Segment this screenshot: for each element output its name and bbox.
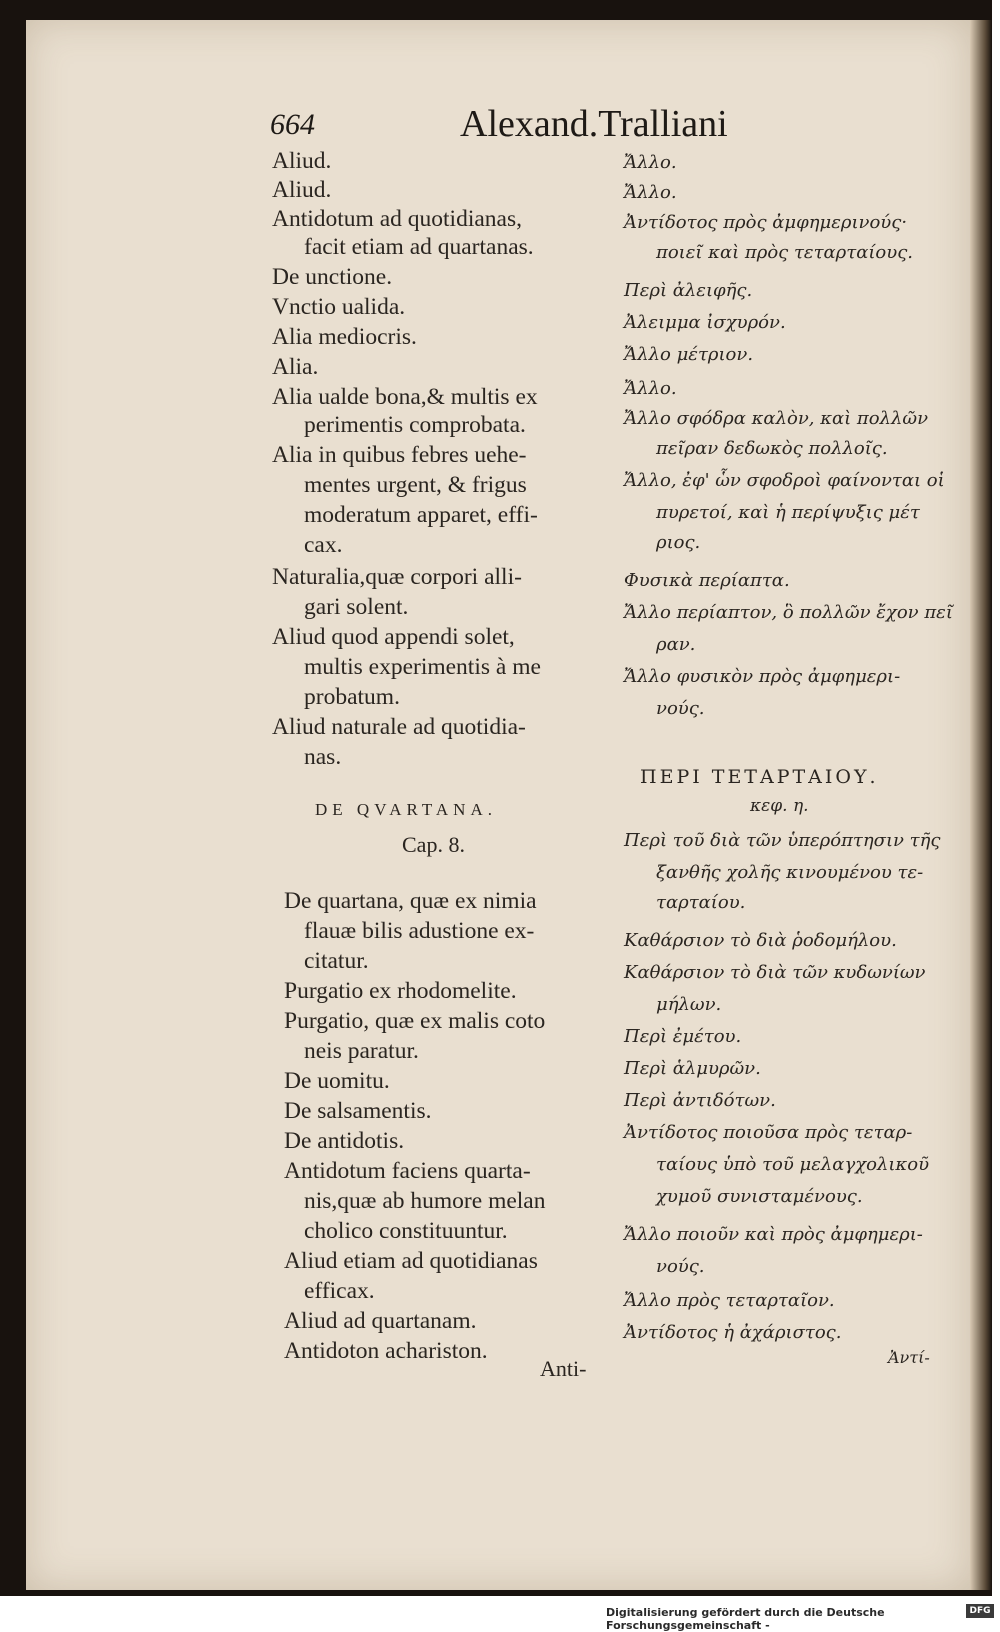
latin-line: cax. <box>304 532 343 558</box>
greek-chapter-number: κεφ. η. <box>750 796 809 816</box>
latin-line: cholico constituuntur. <box>304 1218 508 1244</box>
latin-line: probatum. <box>304 684 400 710</box>
latin-line: Alia mediocris. <box>272 324 417 350</box>
greek-line: Περὶ ἁλμυρῶν. <box>624 1058 761 1079</box>
latin-line: Aliud. <box>272 177 332 203</box>
latin-line: multis experimentis à me <box>304 654 541 680</box>
greek-line: Ἀλειμμα ἰσχυρόν. <box>624 312 786 333</box>
greek-line: Περὶ ἀλειφῆς. <box>624 280 753 301</box>
latin-line: De salsamentis. <box>284 1098 432 1124</box>
running-title: Alexand.Tralliani <box>460 103 728 145</box>
greek-line: νούς. <box>656 698 705 719</box>
digitization-credit: Digitalisierung gefördert durch die Deutsche Forschungsgemeinschaft - <box>606 1606 885 1632</box>
greek-line: Ἄλλο. <box>624 152 677 173</box>
latin-chapter-heading: DE QVARTANA. <box>315 800 497 819</box>
dfg-logo: DFG <box>966 1604 994 1618</box>
greek-line: Περὶ ἀντιδότων. <box>624 1090 776 1111</box>
latin-line: citatur. <box>304 948 369 974</box>
greek-line: Περὶ τοῦ διὰ τῶν ὑπερόπτησιν τῆς <box>624 830 941 851</box>
latin-line: Naturalia,quæ corpori alli- <box>272 564 522 590</box>
latin-line: Aliud ad quartanam. <box>284 1308 477 1334</box>
greek-line: ταρταίου. <box>656 892 746 913</box>
latin-line: De antidotis. <box>284 1128 405 1154</box>
latin-chapter-number: Cap. 8. <box>402 832 465 857</box>
latin-line: perimentis comprobata. <box>304 412 526 438</box>
latin-line: De uomitu. <box>284 1068 390 1094</box>
latin-line: gari solent. <box>304 594 409 620</box>
greek-line: Φυσικὰ περίαπτα. <box>624 570 790 591</box>
greek-line: Ἄλλο ποιοῦν καὶ πρὸς ἀμφημερι- <box>624 1224 923 1245</box>
page-number: 664 <box>270 108 315 141</box>
latin-line: Alia ualde bona,& multis ex <box>272 384 538 410</box>
greek-line: πεῖραν δεδωκὸς πολλοῖς. <box>656 438 888 459</box>
latin-line: flauæ bilis adustione ex- <box>304 918 535 944</box>
latin-line: Purgatio ex rhodomelite. <box>284 978 517 1004</box>
latin-line: Alia in quibus febres uehe- <box>272 442 527 468</box>
latin-line: De unctione. <box>272 264 393 290</box>
latin-line: Antidoton achariston. <box>284 1338 488 1364</box>
greek-line: Ἄλλο φυσικὸν πρὸς ἀμφημερι- <box>624 666 901 687</box>
greek-line: πυρετοί, καὶ ἡ περίψυξις μέτ <box>656 502 920 523</box>
greek-chapter-heading: ΠΕΡΙ ΤΕΤΑΡΤΑΙΟΥ. <box>640 766 879 788</box>
latin-line: Aliud quod appendi solet, <box>272 624 515 650</box>
latin-line: Purgatio, quæ ex malis coto <box>284 1008 546 1034</box>
greek-line: Ἄλλο περίαπτον, ὃ πολλῶν ἔχον πεῖ <box>624 602 953 623</box>
greek-line: χυμοῦ συνισταμένους. <box>656 1186 863 1207</box>
greek-line: Ἄλλο, ἐφ' ὧν σφοδροὶ φαίνονται οἱ <box>624 470 945 491</box>
latin-line: Antidotum ad quotidianas, <box>272 206 522 232</box>
greek-line: Ἄλλο μέτριον. <box>624 344 754 365</box>
latin-line: Aliud naturale ad quotidia- <box>272 714 526 740</box>
latin-catchword: Anti- <box>540 1356 587 1381</box>
page-edge <box>970 20 992 1590</box>
greek-line: Ἄλλο σφόδρα καλὸν, καὶ πολλῶν <box>624 408 929 429</box>
greek-line: Ἀντίδοτος ἡ ἀχάριστος. <box>624 1322 842 1343</box>
latin-line: Alia. <box>272 354 319 380</box>
greek-line: ξανθῆς χολῆς κινουμένου τε- <box>656 862 924 883</box>
greek-line: μήλων. <box>656 994 722 1015</box>
latin-line: efficax. <box>304 1278 375 1304</box>
greek-line: ταίους ὑπὸ τοῦ μελαγχολικοῦ <box>656 1154 930 1175</box>
greek-line: ραν. <box>656 634 696 655</box>
greek-line: νούς. <box>656 1256 705 1277</box>
greek-line: Ἀντίδοτος ποιοῦσα πρὸς τεταρ- <box>624 1122 913 1143</box>
latin-line: Antidotum faciens quarta- <box>284 1158 531 1184</box>
greek-line: Ἄλλο. <box>624 378 677 399</box>
latin-line: Aliud etiam ad quotidianas <box>284 1248 538 1274</box>
greek-line: Καθάρσιον τὸ διὰ ῥοδομήλου. <box>624 930 897 951</box>
greek-line: ριος. <box>656 532 701 553</box>
latin-line: Vnctio ualida. <box>272 294 406 320</box>
latin-line: nas. <box>304 744 342 770</box>
greek-line: ποιεῖ καὶ πρὸς τεταρταίους. <box>656 242 914 263</box>
latin-line: facit etiam ad quartanas. <box>304 234 534 260</box>
greek-line: Ἄλλο πρὸς τεταρταῖον. <box>624 1290 835 1311</box>
greek-line: Ἀντίδοτος πρὸς ἀμφημερινούς· <box>624 212 908 233</box>
greek-line: Καθάρσιον τὸ διὰ τῶν κυδωνίων <box>624 962 926 983</box>
latin-line: mentes urgent, & frigus <box>304 472 527 498</box>
latin-line: nis,quæ ab humore melan <box>304 1188 546 1214</box>
greek-line: Ἄλλο. <box>624 182 677 203</box>
latin-line: moderatum apparet, effi- <box>304 502 538 528</box>
greek-catchword: Ἀντί- <box>888 1348 930 1367</box>
latin-line: Aliud. <box>272 148 332 174</box>
latin-line: neis paratur. <box>304 1038 419 1064</box>
greek-line: Περὶ ἐμέτου. <box>624 1026 742 1047</box>
latin-line: De quartana, quæ ex nimia <box>284 888 537 914</box>
